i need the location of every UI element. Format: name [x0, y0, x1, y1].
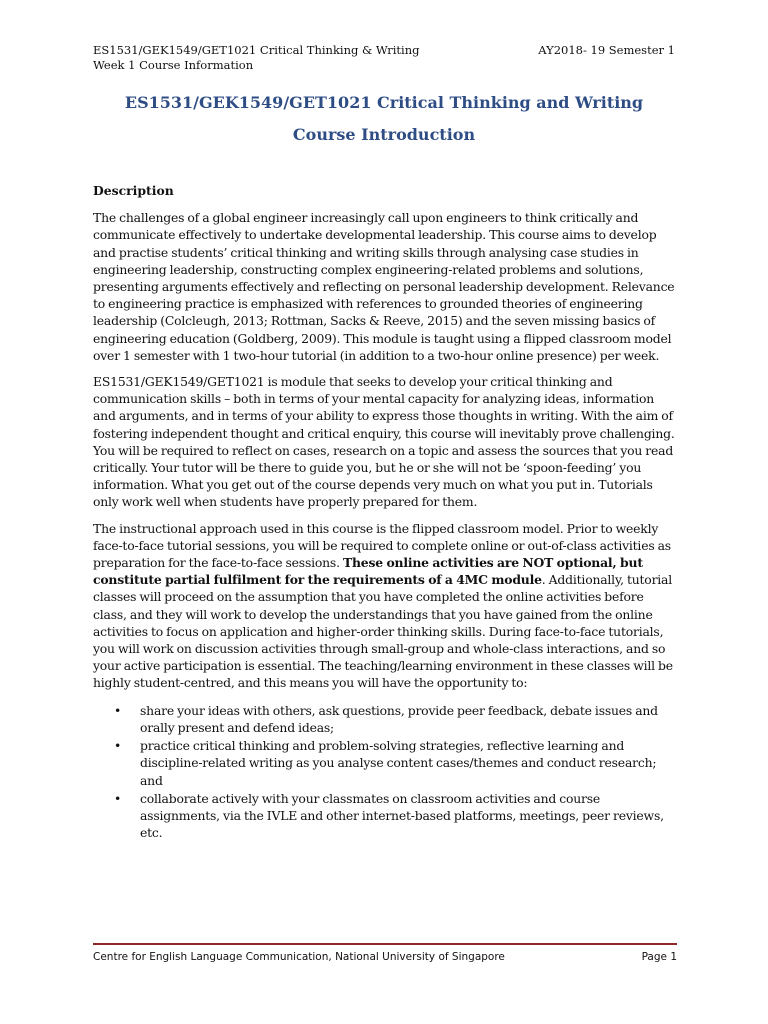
document-title: ES1531/GEK1549/GET1021 Critical Thinking and Writing — [124, 93, 644, 112]
footer-page-number: Page 1 — [641, 951, 677, 963]
list-item — [93, 737, 677, 789]
list-item — [93, 790, 677, 842]
opportunity-list — [93, 702, 677, 842]
paragraph-3 — [93, 520, 677, 692]
paragraph-1: The challenges of a global engineer increasingly call upon engineers to think critically and communicate effectively to undertake developmental leadership. This course aims to develop and practise students’ critical thinking and writing skills through analysing case studies in engineering leadership, constructing complex engineering-related problems and solutions, presenting arguments effectively and reflecting on personal leadership development. Relevance to engineering practice is emphasized with references to grounded theories of engineering leadership (Colcleugh, 2013; Rottman, Sacks & Reeve, 2015) and the seven missing basics of engineering education (Goldberg, 2009). This module is taught using a flipped classroom model over 1 semester with 1 two-hour tutorial (in addition to a two-hour online presence) per week. — [93, 210, 675, 363]
header-week-line: Week 1 Course Information — [93, 58, 254, 72]
document-subtitle: Course Introduction — [292, 125, 476, 144]
footer-divider — [93, 943, 677, 945]
bullet-icon: • — [114, 790, 122, 806]
page-footer — [93, 951, 677, 963]
bullet-icon: • — [114, 738, 122, 754]
header-semester: AY2018- 19 Semester 1 — [538, 43, 675, 57]
list-item-text: practice critical thinking and problem-solving strategies, reflective learning and discipline-related writing as you analyse content cases/themes and conduct research; and — [140, 738, 657, 788]
paragraph-3-start: The instructional approach used in this course is the flipped classroom model. Prior to weekly face-to-face tutorial sessions, you will be required to complete online or out-of-class activities as preparation for the face-to-face sessions. — [93, 520, 671, 571]
paragraph-2: ES1531/GEK1549/GET1021 is module that seeks to develop your critical thinking and communication skills – both in terms of your mental capacity for analyzing ideas, information and arguments, and in terms of your ability to express those thoughts in writing. With the aim of fostering independent thought and critical enquiry, this course will inevitably prove challenging. You will be required to reflect on cases, research on a topic and assess the sources that you read critically. Your tutor will be there to guide you, but he or she will not be ‘spoon-feeding’ you information. What you get out of the course depends very much on what you put in. Tutorials only work well when students have properly prepared for them. — [93, 374, 675, 510]
list-item-text: share your ideas with others, ask questions, provide peer feedback, debate issues and orally present and defend ideas; — [140, 702, 658, 735]
footer-organization: Centre for English Language Communication, National University of Singapore — [93, 951, 505, 963]
section-heading-description: Description — [93, 183, 174, 198]
paragraph-3-emphasis: These online activities are NOT optional, but constitute partial fulfilment for the requirements of a 4MC module — [93, 555, 643, 588]
list-item-text: collaborate actively with your classmates on classroom activities and course assignments, via the IVLE and other internet-based platforms, meetings, peer reviews, etc. — [140, 790, 664, 841]
header-course-line: ES1531/GEK1549/GET1021 Critical Thinking & Writing — [93, 43, 420, 57]
bullet-icon: • — [114, 702, 122, 718]
paragraph-3-end: . Additionally, tutorial classes will proceed on the assumption that you have completed the online activities before class, and they will work to develop the understandings that you have gained from the online activities to focus on application and higher-order thinking skills. During face-to-face tutorials, you will work on discussion activities through small-group and whole-class interactions, and so your active participation is essential. The teaching/learning environment in these classes will be highly student-centred, and this means you will have the opportunity to: — [93, 572, 673, 691]
document-body — [93, 182, 677, 842]
list-item — [93, 702, 677, 736]
running-header — [93, 43, 675, 73]
